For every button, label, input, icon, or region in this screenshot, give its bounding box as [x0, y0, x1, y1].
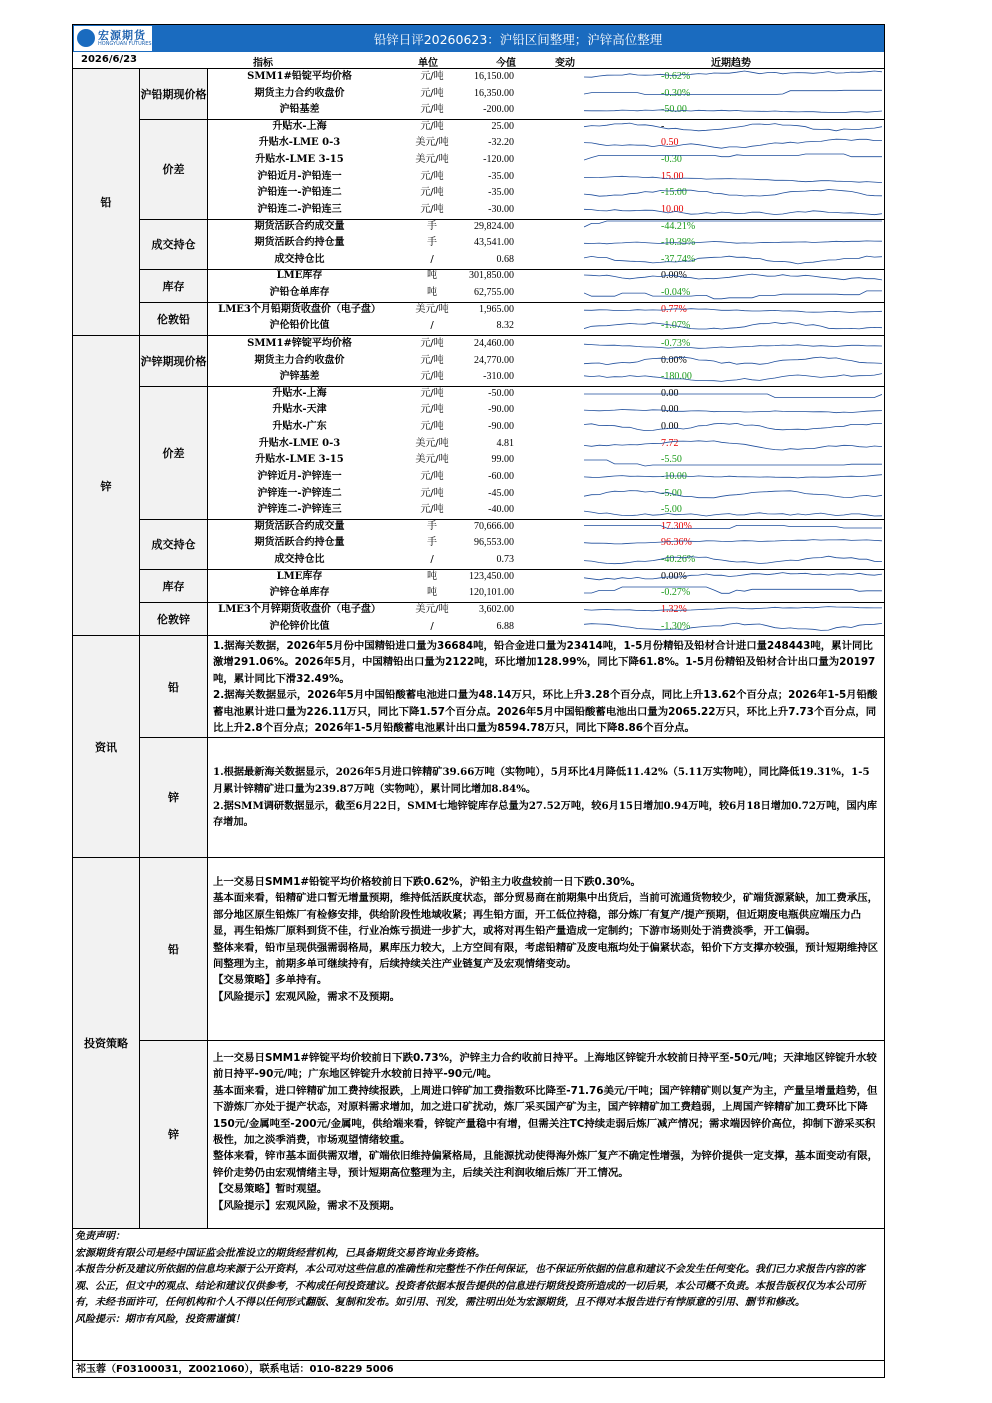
- zinc-row: [208, 452, 884, 469]
- indicator-name: 升贴水-LME 0-3: [258, 137, 341, 149]
- lead-row: [208, 268, 884, 285]
- group-lead-volume-oi: 成交持仓: [140, 219, 208, 269]
- indicator-change: 10.00: [661, 203, 684, 215]
- indicator-name: 升贴水-天津: [272, 404, 327, 416]
- trend-sparkline: [584, 487, 882, 501]
- indicator-unit: 美元/吨: [415, 303, 449, 315]
- zinc-row: [208, 402, 884, 419]
- company-logo: [74, 26, 152, 51]
- col-change: 变动: [555, 58, 575, 69]
- lead-row: [208, 152, 884, 169]
- indicator-name: 沪铅基差: [279, 104, 320, 116]
- indicator-change: 0.77%: [661, 303, 687, 315]
- zinc-row: [208, 502, 884, 519]
- indicator-value: -310.00: [483, 371, 514, 383]
- indicator-unit: 元/吨: [420, 203, 444, 215]
- indicator-unit: 元/吨: [420, 487, 444, 499]
- indicator-value: 70,666.00: [474, 520, 514, 532]
- zinc-row: [208, 419, 884, 436]
- indicator-unit: 元/吨: [420, 387, 444, 399]
- indicator-name: 升贴水-LME 3-15: [255, 154, 344, 166]
- indicator-name: 期货活跃合约成交量: [254, 220, 345, 232]
- indicator-name: 期货活跃合约持仓量: [254, 537, 345, 549]
- trend-sparkline: [584, 387, 882, 401]
- strategy-zinc-text: 上一交易日SMM1#锌锭平均价较前日下跌0.73%，沪锌主力合约收前日持平。上海地区锌锭升水较前日持平至-50元/吨；天津地区锌锭升水较前日持平-90元/吨；广东地区锌锭升水较前日持平-90元/吨。 基本面来看，进口锌精矿加工费持续报跌，上周进口锌矿加工费指数环比降至-71.76美元/干吨；国产锌精矿则以复产为主，产量呈增量趋势，但下游炼厂亦处于提产状态，对原料需求增加，加之进口矿扰动，炼厂采买国产矿为主，国产锌精矿加工费趋弱，上周国产锌精矿加工费环比下降150元/金属吨至-200元/金属吨，供给端来看，锌锭产量稳中有增，但需关注TC持续走弱后炼厂减产情况；需求端因锌价高位，抑制下游采买积极性，加之淡季消费，市场观望情绪较重。 整体来看，锌市基本面供需双增，矿端依旧维持偏紧格局，且能源扰动使得海外炼厂复产不确定性增强，为锌价提供一定支撑，基本面变动有限，锌价走势仍由宏观情绪主导，预计短期高位整理为主，后续关注利润收缩后炼厂开工情况。 【交易策略】暂时观望。 【风险提示】宏观风险，需求不及预期。: [213, 1052, 878, 1212]
- indicator-change: -0.30: [661, 154, 682, 166]
- lead-row: [208, 202, 884, 219]
- zinc-row: [208, 585, 884, 602]
- indicator-unit: 美元/吨: [415, 154, 449, 166]
- indicator-unit: 吨: [427, 570, 437, 582]
- indicator-change: 0.00%: [661, 570, 687, 582]
- trend-sparkline: [584, 553, 882, 567]
- indicator-value: 99.00: [491, 454, 514, 466]
- indicator-change: -5.00: [661, 487, 682, 499]
- zinc-row: [208, 602, 884, 619]
- indicator-value: -50.00: [488, 387, 514, 399]
- indicator-unit: 元/吨: [420, 404, 444, 416]
- indicator-value: -60.00: [488, 470, 514, 482]
- trend-sparkline: [584, 87, 882, 101]
- logo-mark-icon: [77, 29, 95, 47]
- strategy-lead-text: 上一交易日SMM1#铅锭平均价格较前日下跌0.62%，沪铅主力收盘较前一日下跌0.30%。 基本面来看，铅精矿进口暂无增量预期，维持低活跃度状态，部分贸易商在前期集中出货后，当前可流通货物较少，矿端货源紧缺，加工费承压，部分地区原生铅炼厂有检修安排，供给阶段性地域收紧；再生铅方面，开工低位持稳，部分炼厂有复产/提产预期，但近期废电瓶供应端压力凸显，再生铅炼厂原料到货不佳，行业冶炼亏损进一步扩大，或将对再生铅产量造成一定制约；下游市场则处于消费淡季，开工偏弱。 整体来看，铅市呈现供强需弱格局，累库压力较大，上方空间有限，考虑铅精矿及废电瓶均处于偏紧状态，铅价下方支撑亦较强，预计短期维持区间整理为主，前期多单可继续持有，后续持续关注产业链复产及宏观情绪变动。 【交易策略】多单持有。 【风险提示】宏观风险，需求不及预期。: [213, 876, 878, 1003]
- indicator-change: 96.36%: [661, 537, 692, 549]
- indicator-name: 成交持仓比: [274, 554, 325, 566]
- lead-data-block: [73, 69, 884, 335]
- zinc-row: [208, 569, 884, 586]
- indicator-value: 1,965.00: [479, 303, 514, 315]
- report-sheet: [72, 24, 885, 1378]
- zinc-row: [208, 336, 884, 353]
- lead-row: [208, 219, 884, 236]
- report-header: [73, 25, 884, 52]
- indicator-name: 期货主力合约收盘价: [254, 354, 345, 366]
- indicator-value: -90.00: [488, 421, 514, 433]
- indicator-change: -0.73%: [661, 338, 691, 349]
- lead-row: [208, 235, 884, 252]
- indicator-unit: 元/吨: [420, 170, 444, 182]
- lead-row: [208, 86, 884, 103]
- trend-sparkline: [584, 536, 882, 550]
- zinc-row: [208, 353, 884, 370]
- trend-sparkline: [584, 303, 882, 317]
- indicator-name: 沪铅近月-沪铅连一: [257, 170, 342, 182]
- indicator-value: 96,553.00: [474, 537, 514, 549]
- indicator-unit: 元/吨: [420, 104, 444, 116]
- group-lead-london: 伦敦铅: [140, 302, 208, 335]
- zinc-row: [208, 619, 884, 636]
- lead-row: [208, 119, 884, 136]
- indicator-name: 升贴水-上海: [272, 387, 327, 399]
- indicator-name: LME3个月锌期货收盘价（电子盘）: [218, 603, 381, 615]
- indicator-unit: 手: [427, 537, 437, 549]
- indicator-name: 沪锌连二-沪锌连三: [257, 504, 342, 516]
- col-value: 今值: [496, 58, 516, 69]
- lead-row: [208, 69, 884, 86]
- indicator-unit: 元/吨: [420, 338, 444, 349]
- indicator-change: -10.39%: [661, 237, 696, 249]
- indicator-unit: 手: [427, 237, 437, 249]
- indicator-value: 24,770.00: [474, 354, 514, 366]
- indicator-change: 7.72: [661, 437, 679, 449]
- info-zinc-text: 1.根据最新海关数据显示，2026年5月进口锌精矿39.66万吨（实物吨），5月环比4月降低11.42%（5.11万实物吨），同比降低19.31%，1-5月累计锌精矿进口量为239.87万吨（实物吨），累计同比增加8.84%。 2.据SMM调研数据显示，截至6月22日，SMM七地锌锭库存总量为27.52万吨，较6月15日增加0.94万吨，较6月18日增加0.72万吨，国内库存增加。: [213, 766, 878, 829]
- trend-sparkline: [584, 220, 882, 234]
- col-trend: 近期趋势: [711, 58, 751, 69]
- indicator-name: 升贴水-LME 0-3: [258, 437, 341, 449]
- indicator-value: 62,755.00: [474, 287, 514, 299]
- report-date: 2026/6/23: [81, 54, 138, 65]
- indicator-unit: 美元/吨: [415, 454, 449, 466]
- indicator-unit: 元/吨: [420, 120, 444, 132]
- indicator-change: -1.30%: [661, 620, 691, 632]
- trend-sparkline: [584, 470, 882, 484]
- indicator-change: -180.00: [661, 371, 692, 383]
- section-lead: 铅: [73, 69, 140, 335]
- indicator-value: -90.00: [488, 404, 514, 416]
- trend-sparkline: [584, 286, 882, 300]
- logo-sub: HONGYUAN FUTURES: [98, 41, 152, 47]
- trend-sparkline: [584, 403, 882, 417]
- indicator-name: LME库存: [276, 570, 323, 582]
- trend-sparkline: [584, 586, 882, 600]
- indicator-value: 301,850.00: [469, 270, 514, 282]
- trend-sparkline: [584, 269, 882, 283]
- disclaimer: [73, 1228, 884, 1354]
- indicator-change: 0.00: [661, 421, 679, 433]
- indicator-value: -40.00: [488, 504, 514, 516]
- group-zinc-spread: 价差: [140, 386, 208, 519]
- zinc-row: [208, 386, 884, 403]
- col-unit: 单位: [418, 58, 438, 69]
- indicator-value: 25.00: [491, 120, 514, 132]
- strategy-zinc-label: 锌: [140, 1040, 208, 1228]
- trend-sparkline: [584, 420, 882, 434]
- lead-row: [208, 302, 884, 319]
- indicator-change: 0.00: [661, 404, 679, 416]
- indicator-value: 16,150.00: [474, 71, 514, 82]
- lead-row: [208, 318, 884, 335]
- lead-row: [208, 102, 884, 119]
- group-lead-spot-futures: 沪铅期现价格: [140, 69, 208, 119]
- section-info: 资讯: [73, 636, 140, 857]
- indicator-value: -35.00: [488, 170, 514, 182]
- zinc-row: [208, 436, 884, 453]
- indicator-name: 沪锌连一-沪锌连二: [257, 487, 342, 499]
- indicator-value: 24,460.00: [474, 338, 514, 349]
- group-zinc-inventory: 库存: [140, 569, 208, 602]
- trend-sparkline: [584, 136, 882, 150]
- indicator-value: 123,450.00: [469, 570, 514, 582]
- indicator-unit: 吨: [427, 287, 437, 299]
- group-zinc-london: 伦敦锌: [140, 602, 208, 635]
- info-block: [73, 636, 884, 857]
- indicator-change: -5.50: [661, 454, 682, 466]
- indicator-change: -50.00: [661, 104, 687, 116]
- indicator-value: 43,541.00: [474, 237, 514, 249]
- disclaimer-title: 免责声明：: [75, 1231, 125, 1242]
- indicator-unit: 美元/吨: [415, 137, 449, 149]
- indicator-change: -1.07%: [661, 320, 691, 332]
- group-lead-spread: 价差: [140, 119, 208, 219]
- disclaimer-line-1: 宏源期货有限公司是经中国证监会批准设立的期货经营机构，已具备期货交易咨询业务资格。: [75, 1247, 485, 1259]
- indicator-value: -30.00: [488, 203, 514, 215]
- indicator-change: -5.00: [661, 504, 682, 516]
- indicator-name: 期货活跃合约持仓量: [254, 237, 345, 249]
- indicator-change: -0.30%: [661, 87, 691, 99]
- indicator-change: -44.21%: [661, 220, 696, 232]
- indicator-name: 沪铅连二-沪铅连三: [257, 203, 342, 215]
- indicator-value: 8.32: [496, 320, 514, 332]
- indicator-unit: 元/吨: [420, 421, 444, 433]
- indicator-unit: 元/吨: [420, 87, 444, 99]
- trend-sparkline: [584, 437, 882, 451]
- trend-sparkline: [584, 103, 882, 117]
- indicator-name: LME3个月铅期货收盘价（电子盘）: [218, 303, 381, 315]
- indicator-change: 0.00: [661, 387, 679, 399]
- trend-sparkline: [584, 236, 882, 250]
- indicator-unit: 元/吨: [420, 371, 444, 383]
- indicator-value: -35.00: [488, 187, 514, 199]
- analyst-contact: 祁玉蓉（F03100031，Z0021060），联系电话：010-8229 5006: [73, 1360, 884, 1378]
- indicator-unit: /: [430, 554, 434, 566]
- trend-sparkline: [584, 520, 882, 534]
- indicator-change: -0.27%: [661, 587, 691, 599]
- trend-sparkline: [584, 453, 882, 467]
- indicator-change: 0.50: [661, 137, 679, 149]
- zinc-row: [208, 535, 884, 552]
- indicator-name: 升贴水-LME 3-15: [255, 454, 344, 466]
- indicator-change: -0.62%: [661, 71, 691, 82]
- indicator-name: 沪铅仓单库存: [269, 287, 330, 299]
- trend-sparkline: [584, 570, 882, 584]
- indicator-name: 沪伦锌价比值: [269, 620, 330, 632]
- indicator-unit: 元/吨: [420, 354, 444, 366]
- info-lead-label: 铅: [140, 636, 208, 737]
- trend-sparkline: [584, 170, 882, 184]
- indicator-unit: 手: [427, 520, 437, 532]
- lead-row: [208, 169, 884, 186]
- strategy-lead-label: 铅: [140, 858, 208, 1040]
- trend-sparkline: [584, 120, 882, 134]
- indicator-unit: /: [430, 620, 434, 632]
- zinc-data-block: [73, 336, 884, 635]
- indicator-value: 6.88: [496, 620, 514, 632]
- table-column-header: [73, 53, 884, 69]
- group-zinc-spot-futures: 沪锌期现价格: [140, 336, 208, 386]
- trend-sparkline: [584, 337, 882, 351]
- indicator-name: 沪伦铅价比值: [269, 320, 330, 332]
- indicator-value: -32.20: [488, 137, 514, 149]
- indicator-change: 0.00%: [661, 270, 687, 282]
- trend-sparkline: [584, 203, 882, 217]
- indicator-unit: 吨: [427, 270, 437, 282]
- indicator-value: 0.73: [496, 554, 514, 566]
- indicator-unit: 元/吨: [420, 187, 444, 199]
- zinc-row: [208, 519, 884, 536]
- indicator-unit: /: [430, 253, 434, 265]
- trend-sparkline: [584, 253, 882, 267]
- section-zinc: 锌: [73, 336, 140, 635]
- indicator-change: 15.00: [661, 170, 684, 182]
- strategy-block: [73, 858, 884, 1228]
- logo-name: 宏源期货: [98, 29, 146, 42]
- indicator-value: 29,824.00: [474, 220, 514, 232]
- trend-sparkline: [584, 319, 882, 333]
- indicator-change: -40.26%: [661, 554, 696, 566]
- trend-sparkline: [584, 354, 882, 368]
- indicator-change: -37.74%: [661, 253, 696, 265]
- col-indicator: 指标: [253, 58, 273, 69]
- info-lead-text: 1.据海关数据，2026年5月份中国精铅进口量为36684吨，铅合金进口量为23414吨，1-5月份精铅及铅材合计进口量248443吨，累计同比激增291.06%。2026年5月，中国精铅出口量为2122吨，环比增加128.99%，同比下降61.8%。1-5月份精铅及铅材合计出口量为20197吨，累计同比下滑32.49%。 2.据海关数据显示，2026年5月中国铅酸蓄电池进口量为48.14万只，环比上升3.28个百分点，同比上升13.62个百分点；2026年1-5月铅酸蓄电池累计进口量为226.11万只，同比下降1.57个百分点。2026年5月中国铅酸蓄电池出口量为2065.22万只，环比上升7.73个百分点，同比上升2.8个百分点；2026年1-5月铅酸蓄电池累计出口量为8594.78万只，同比下降8.86个百分点。: [213, 640, 878, 735]
- trend-sparkline: [584, 370, 882, 384]
- trend-sparkline: [584, 603, 882, 617]
- indicator-name: 沪锌基差: [279, 371, 320, 383]
- indicator-change: 1.32%: [661, 603, 687, 615]
- indicator-value: 4.81: [496, 437, 514, 449]
- group-lead-inventory: 库存: [140, 269, 208, 302]
- indicator-name: SMM1#锌锭平均价格: [247, 338, 352, 349]
- report-title: 铅锌日评20260623：沪铅区间整理；沪锌高位整理: [373, 32, 663, 47]
- indicator-unit: 美元/吨: [415, 437, 449, 449]
- indicator-value: -45.00: [488, 487, 514, 499]
- indicator-name: 期货主力合约收盘价: [254, 87, 345, 99]
- trend-sparkline: [584, 620, 882, 634]
- indicator-value: -200.00: [483, 104, 514, 116]
- lead-row: [208, 135, 884, 152]
- trend-sparkline: [584, 503, 882, 517]
- disclaimer-line-3: 风险提示：期市有风险，投资需谨慎！: [75, 1313, 245, 1325]
- indicator-name: 升贴水-广东: [272, 421, 327, 433]
- group-zinc-volume-oi: 成交持仓: [140, 519, 208, 569]
- indicator-change: -15.00: [661, 187, 687, 199]
- indicator-name: 沪锌仓单库存: [269, 587, 330, 599]
- trend-sparkline: [584, 186, 882, 200]
- trend-sparkline: [584, 153, 882, 167]
- indicator-value: 16,350.00: [474, 87, 514, 99]
- lead-row: [208, 252, 884, 269]
- indicator-value: 120,101.00: [469, 587, 514, 599]
- indicator-unit: 元/吨: [420, 470, 444, 482]
- zinc-row: [208, 369, 884, 386]
- lead-row: [208, 185, 884, 202]
- trend-sparkline: [584, 70, 882, 84]
- indicator-unit: /: [430, 320, 434, 332]
- indicator-value: -120.00: [483, 154, 514, 166]
- section-strategy: 投资策略: [73, 858, 140, 1228]
- indicator-name: SMM1#铅锭平均价格: [247, 71, 352, 82]
- indicator-unit: 元/吨: [420, 71, 444, 82]
- disclaimer-line-2: 本报告分析及建议所依据的信息均来源于公开资料，本公司对这些信息的准确性和完整性不作任何保证，也不保证所依据的信息和建议不会发生任何变化。我们已力求报告内容的客观、公正，但文中的观点、结论和建议仅供参考，不构成任何投资建议。投资者依据本报告提供的信息进行期货投资所造成的一切后果，本公司概不负责。本报告版权仅为本公司所有，未经书面许可，任何机构和个人不得以任何形式翻版、复制和发布。如引用、刊发，需注明出处为宏源期货，且不得对本报告进行有悖原意的引用、删节和修改。: [75, 1264, 865, 1309]
- indicator-unit: 手: [427, 220, 437, 232]
- indicator-unit: 元/吨: [420, 504, 444, 516]
- indicator-value: 0.68: [496, 253, 514, 265]
- indicator-unit: 吨: [427, 587, 437, 599]
- info-zinc-label: 锌: [140, 737, 208, 857]
- indicator-name: 成交持仓比: [274, 253, 325, 265]
- indicator-change: 0.00%: [661, 354, 687, 366]
- zinc-row: [208, 486, 884, 503]
- indicator-value: 3,602.00: [479, 603, 514, 615]
- indicator-name: LME库存: [276, 270, 323, 282]
- zinc-row: [208, 552, 884, 569]
- indicator-change: 17.30%: [661, 520, 692, 532]
- indicator-change: -0.04%: [661, 287, 691, 299]
- indicator-name: 沪锌近月-沪锌连一: [257, 470, 342, 482]
- indicator-name: 升贴水-上海: [272, 120, 327, 132]
- indicator-unit: 美元/吨: [415, 603, 449, 615]
- zinc-row: [208, 469, 884, 486]
- indicator-change: -: [661, 120, 665, 132]
- indicator-name: 期货活跃合约成交量: [254, 520, 345, 532]
- lead-row: [208, 285, 884, 302]
- indicator-change: -10.00: [661, 470, 687, 482]
- indicator-name: 沪铅连一-沪铅连二: [257, 187, 342, 199]
